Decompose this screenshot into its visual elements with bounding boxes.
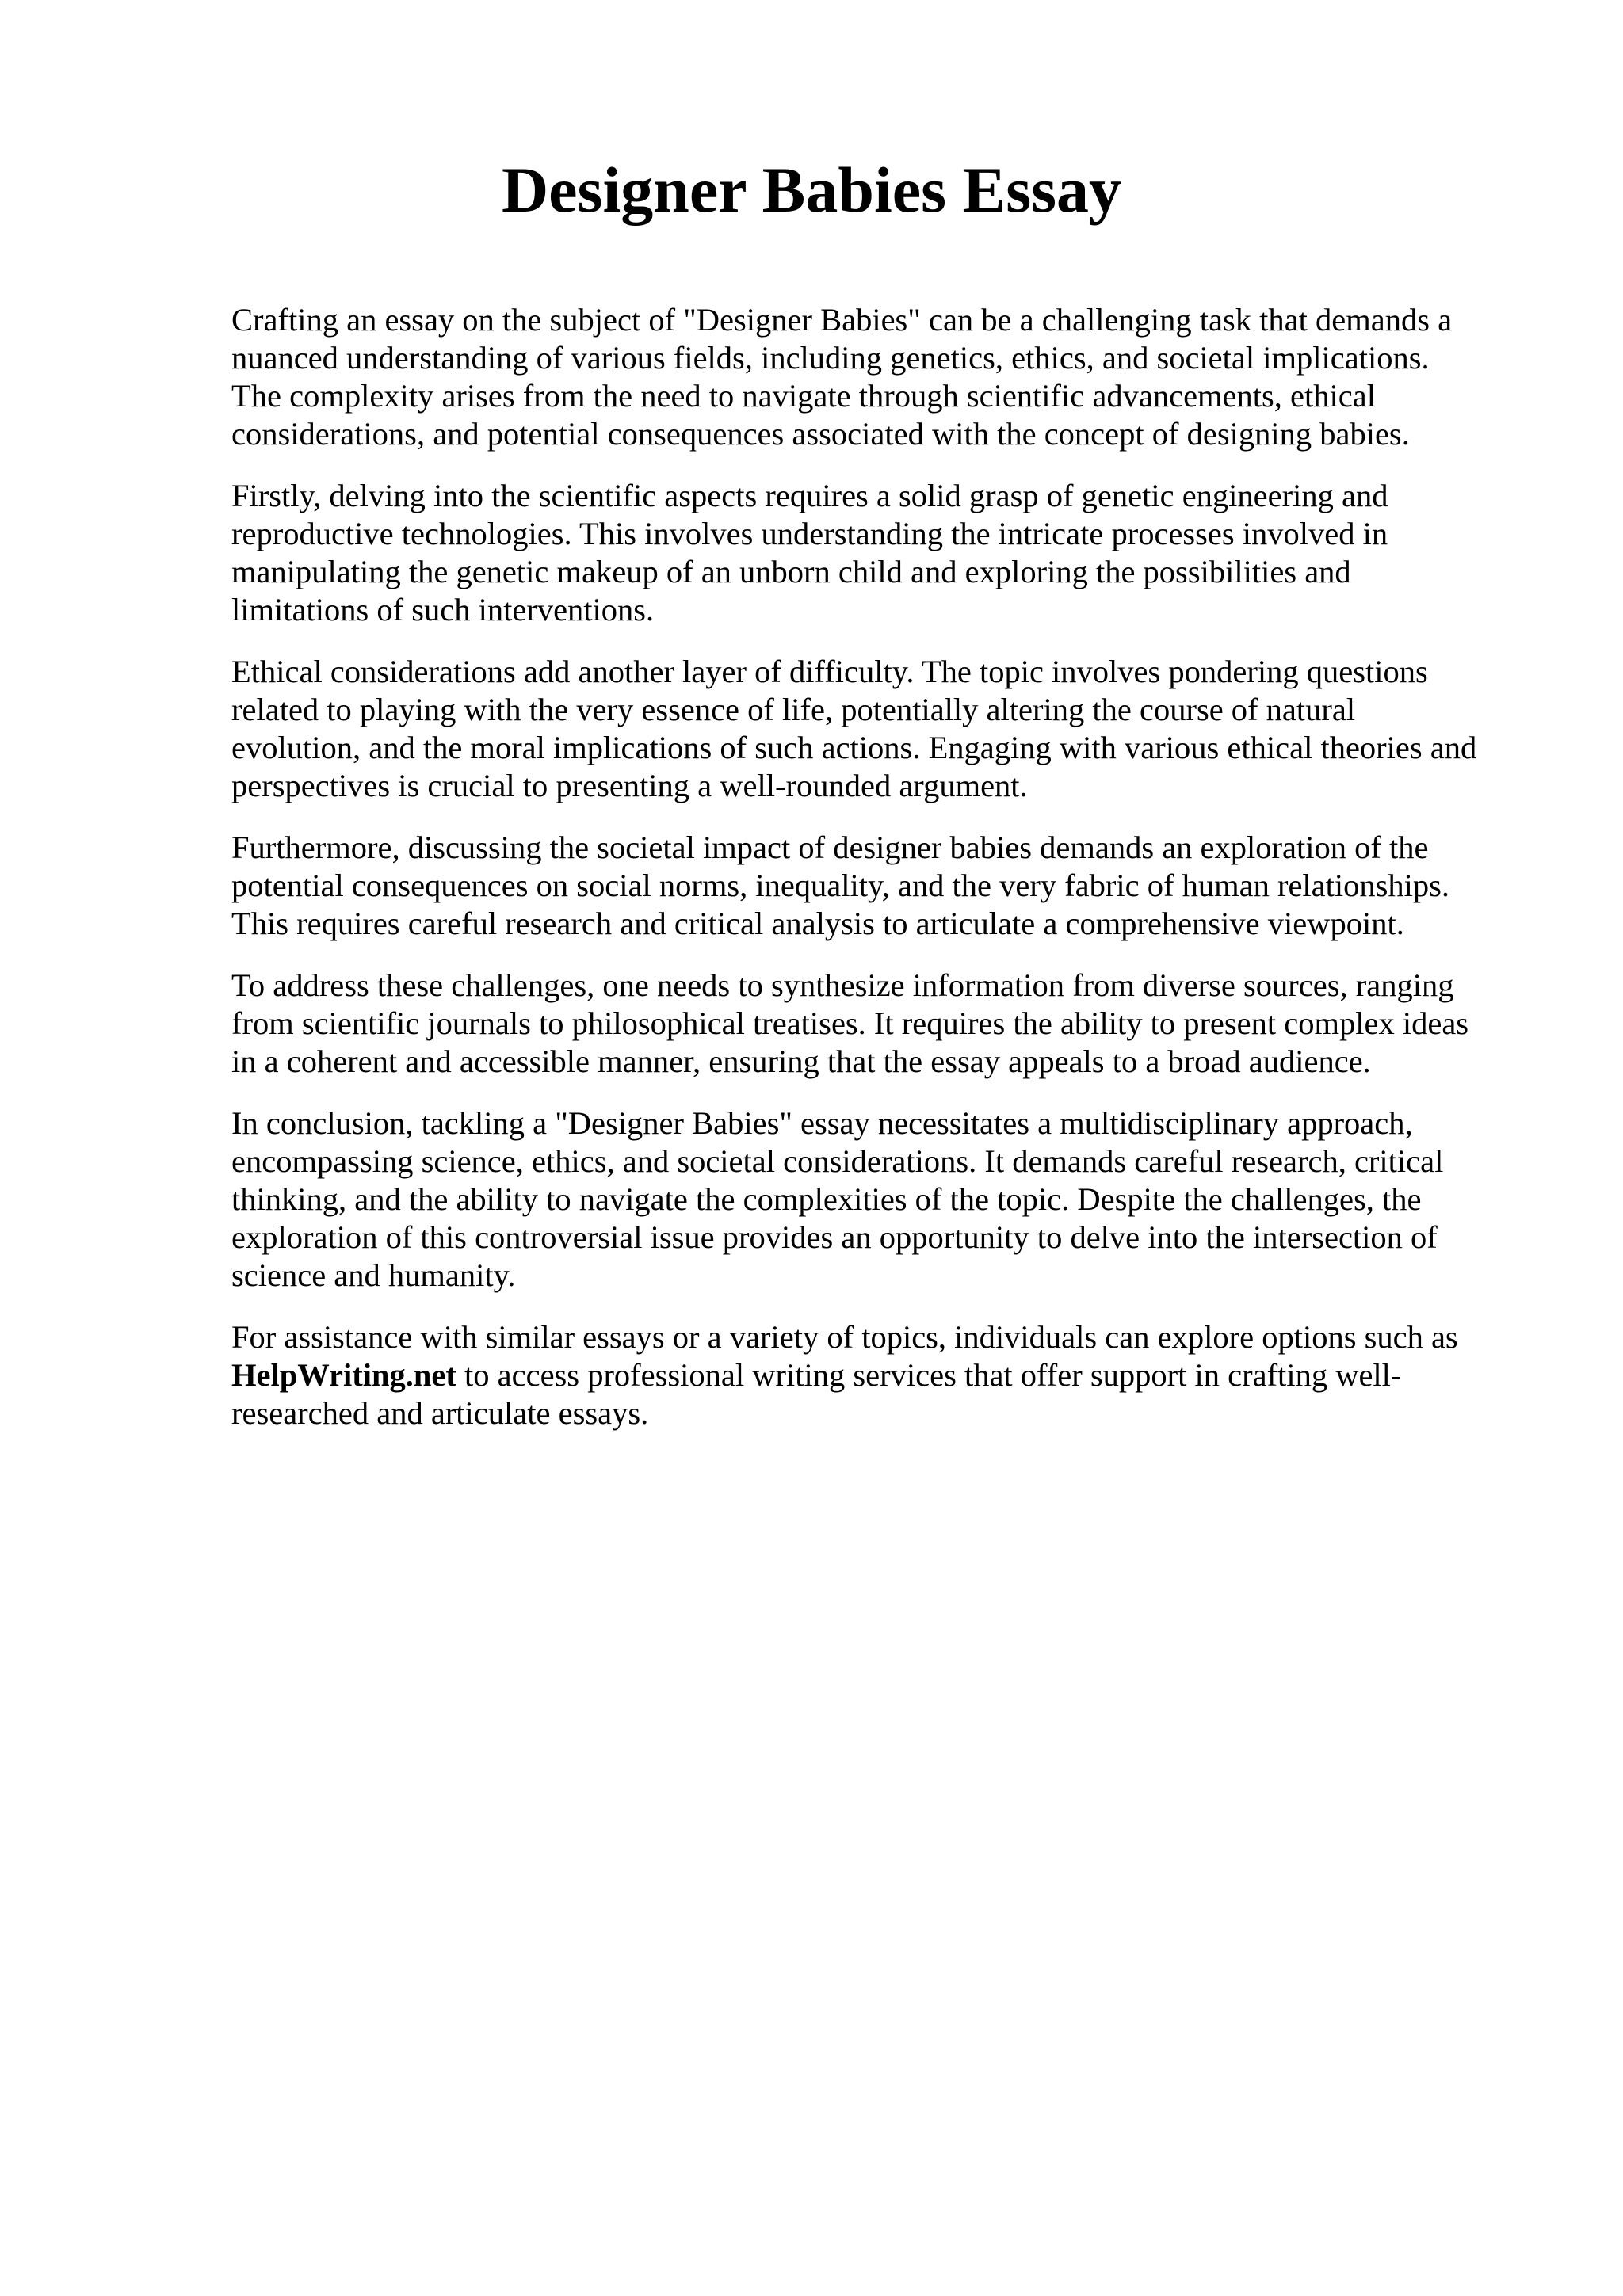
paragraph-line: Furthermore, discussing the societal impact of designer babies demands an exploration of the [231, 830, 1429, 865]
paragraph-line: related to playing with the very essence of life, potentially altering the course of natural [231, 692, 1356, 727]
paragraph-1 [231, 301, 1531, 453]
paragraph-line: nuanced understanding of various fields, including genetics, ethics, and societal implications. [231, 340, 1430, 376]
paragraph-line: potential consequences on social norms, inequality, and the very fabric of human relationships. [231, 868, 1450, 903]
paragraph-line: science and humanity. [231, 1257, 516, 1293]
paragraph-line: thinking, and the ability to navigate the complexities of the topic. Despite the challenges, the [231, 1181, 1422, 1217]
page-title: Designer Babies Essay [501, 154, 1122, 226]
paragraph-2 [231, 477, 1531, 629]
paragraph-line: perspectives is crucial to presenting a well-rounded argument. [231, 768, 1028, 803]
paragraph-line: limitations of such interventions. [231, 592, 655, 627]
closing-paragraph [231, 1318, 1531, 1432]
paragraph-4 [231, 829, 1531, 943]
paragraph-line [231, 1356, 1531, 1394]
paragraph-line: considerations, and potential consequences associated with the concept of designing babies. [231, 416, 1410, 452]
paragraph-line: from scientific journals to philosophical treatises. It requires the ability to present complex ideas [231, 1005, 1469, 1041]
closing-line-rest: to access professional writing services that offer support in crafting well- [456, 1357, 1402, 1393]
paragraph-line: manipulating the genetic makeup of an unborn child and exploring the possibilities and [231, 554, 1351, 589]
paragraph-line: exploration of this controversial issue provides an opportunity to delve into the intersection of [231, 1219, 1438, 1255]
paragraph-line: Firstly, delving into the scientific aspects requires a solid grasp of genetic engineering and [231, 478, 1388, 513]
paragraph-line: researched and articulate essays. [231, 1395, 649, 1431]
essay-body [231, 301, 1531, 1456]
paragraph-line: For assistance with similar essays or a variety of topics, individuals can explore options such as [231, 1319, 1458, 1355]
paragraph-line: To address these challenges, one needs to synthesize information from diverse sources, ranging [231, 967, 1454, 1003]
paragraph-line: evolution, and the moral implications of such actions. Engaging with various ethical theories and [231, 730, 1477, 765]
paragraph-line: reproductive technologies. This involves understanding the intricate processes involved in [231, 516, 1388, 551]
paragraph-line: in a coherent and accessible manner, ensuring that the essay appeals to a broad audience. [231, 1043, 1371, 1079]
paragraph-line: Crafting an essay on the subject of "Designer Babies" can be a challenging task that demands a [231, 302, 1453, 338]
paragraph-line: The complexity arises from the need to navigate through scientific advancements, ethical [231, 378, 1376, 414]
paragraph-line: In conclusion, tackling a "Designer Babies" essay necessitates a multidisciplinary approach, [231, 1105, 1413, 1141]
paragraph-line: This requires careful research and critical analysis to articulate a comprehensive viewpoint. [231, 906, 1404, 941]
brand-name: HelpWriting.net [231, 1357, 456, 1393]
paragraph-line: Ethical considerations add another layer of difficulty. The topic involves pondering questions [231, 654, 1428, 689]
paragraph-5 [231, 967, 1531, 1081]
paragraph-line: encompassing science, ethics, and societal considerations. It demands careful research, critical [231, 1143, 1444, 1179]
paragraph-6 [231, 1104, 1531, 1295]
paragraph-3 [231, 653, 1531, 805]
